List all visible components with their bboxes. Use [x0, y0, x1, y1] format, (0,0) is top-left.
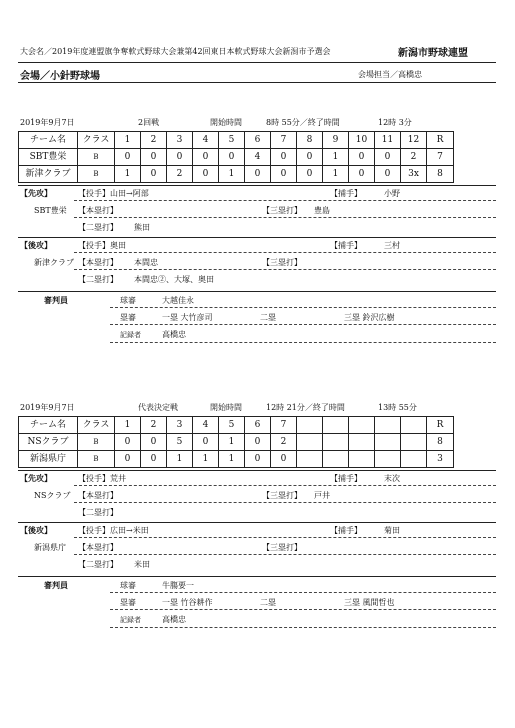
rule-line — [18, 237, 496, 238]
side-label: 【先攻】 — [20, 473, 52, 483]
column-header — [349, 417, 375, 434]
column-header — [401, 417, 427, 434]
score-cell: 1 — [323, 149, 349, 166]
second-base-umpire: 二塁 — [260, 598, 276, 607]
pitcher: 【投手】荒井 — [78, 474, 126, 483]
score-cell: 3x — [401, 166, 427, 183]
rule-line — [18, 522, 496, 523]
score-cell: 0 — [271, 451, 297, 468]
column-header: 10 — [349, 132, 375, 149]
team-name: NSクラブ — [34, 491, 71, 500]
dashed-rule — [110, 307, 496, 308]
score-cell: 0 — [245, 434, 271, 451]
score-cell — [375, 434, 401, 451]
column-header: 12 — [401, 132, 427, 149]
start-label: 開始時間 — [210, 118, 242, 127]
team-name: 新津クラブ — [34, 258, 74, 267]
score-cell: 1 — [115, 166, 141, 183]
base-umpire-label: 塁審 — [120, 313, 136, 322]
score-cell: 0 — [115, 451, 141, 468]
side-label: 【後攻】 — [20, 240, 52, 250]
catcher-label: 【捕手】 — [330, 189, 362, 198]
column-header: 1 — [115, 417, 141, 434]
first-base-umpire: 一塁 竹谷耕作 — [162, 598, 213, 607]
dashed-rule — [110, 324, 496, 325]
score-cell: 0 — [115, 149, 141, 166]
double: 熊田 — [134, 223, 150, 232]
dashed-rule — [74, 200, 496, 201]
team-score-row — [19, 166, 454, 183]
pitcher: 【投手】広田→米田 — [78, 526, 149, 535]
side-label: 【後攻】 — [20, 525, 52, 535]
dashed-rule — [74, 252, 496, 253]
score-cell — [297, 451, 323, 468]
home-run-label: 【本塁打】 — [78, 491, 118, 500]
score-cell: 0 — [245, 451, 271, 468]
triple-label: 【三塁打】 — [262, 491, 302, 500]
team-name: 新潟県庁 — [34, 543, 66, 552]
second-base-umpire: 二塁 — [260, 313, 276, 322]
team-score-row — [19, 434, 454, 451]
team-score-row — [19, 149, 454, 166]
team-name-cell: NSクラブ — [19, 434, 78, 451]
score-cell: B — [78, 149, 115, 166]
score-cell: 0 — [141, 149, 167, 166]
column-header: 7 — [271, 417, 297, 434]
double-label: 【二塁打】 — [78, 223, 118, 232]
score-cell: 0 — [349, 149, 375, 166]
plate-umpire-label: 球審 — [120, 581, 136, 590]
column-header: チーム名 — [19, 132, 78, 149]
score-cell: 0 — [271, 149, 297, 166]
score-cell: B — [78, 434, 115, 451]
score-cell: 8 — [427, 166, 454, 183]
score-cell: 0 — [349, 166, 375, 183]
end-time: 13時 55分 — [378, 403, 417, 412]
catcher-label: 【捕手】 — [330, 526, 362, 535]
triple-label: 【三塁打】 — [262, 206, 302, 215]
column-header: クラス — [78, 417, 115, 434]
dashed-rule — [74, 217, 496, 218]
score-cell — [349, 451, 375, 468]
dashed-rule — [110, 342, 496, 343]
catcher: 末次 — [384, 474, 400, 483]
plate-umpire: 大越佳永 — [162, 296, 194, 305]
score-cell: 0 — [297, 149, 323, 166]
catcher-label: 【捕手】 — [330, 241, 362, 250]
score-cell — [375, 451, 401, 468]
triple-label: 【三塁打】 — [262, 258, 302, 267]
end-time: 12時 3分 — [378, 118, 412, 127]
triple: 豊島 — [314, 206, 330, 215]
column-header: 5 — [219, 132, 245, 149]
column-header: 11 — [375, 132, 401, 149]
home-run-label: 【本塁打】 — [78, 206, 118, 215]
column-header: 1 — [115, 132, 141, 149]
plate-umpire: 牛膓要一 — [162, 581, 194, 590]
game-round: 代表決定戦 — [138, 403, 178, 412]
catcher: 三村 — [384, 241, 400, 250]
score-cell — [323, 434, 349, 451]
score-cell: 0 — [219, 149, 245, 166]
dashed-rule — [74, 485, 496, 486]
score-cell: 0 — [193, 166, 219, 183]
team-score-row — [19, 451, 454, 468]
score-cell: 1 — [219, 434, 245, 451]
score-cell: 1 — [323, 166, 349, 183]
recorder: 高橋忠 — [162, 615, 186, 624]
scoreboard-header-row — [19, 132, 454, 149]
scoreboard-header-row — [19, 417, 454, 434]
column-header: R — [427, 132, 454, 149]
score-cell: 0 — [141, 451, 167, 468]
score-cell: 0 — [375, 166, 401, 183]
game-round: 2回戦 — [138, 118, 160, 127]
column-header: 2 — [141, 417, 167, 434]
base-umpire-label: 塁審 — [120, 598, 136, 607]
score-cell — [323, 451, 349, 468]
organization-name: 新潟市野球連盟 — [398, 48, 468, 59]
game-date: 2019年9月7日 — [20, 403, 75, 412]
team-name-cell: 新潟県庁 — [19, 451, 78, 468]
column-header: 6 — [245, 417, 271, 434]
rule-line — [18, 576, 496, 577]
score-cell: 0 — [297, 166, 323, 183]
pitcher: 【投手】奥田 — [78, 241, 126, 250]
scoreboard-table — [18, 416, 454, 468]
column-header: 4 — [193, 417, 219, 434]
score-cell: 0 — [245, 166, 271, 183]
recorder-label: 記録者 — [120, 616, 141, 624]
score-cell: 0 — [141, 166, 167, 183]
score-cell — [401, 451, 427, 468]
rule-line — [18, 470, 496, 471]
team-name-cell: SBT豊栄 — [19, 149, 78, 166]
score-cell: 0 — [115, 434, 141, 451]
side-label: 【先攻】 — [20, 188, 52, 198]
score-cell: 3 — [427, 451, 454, 468]
dashed-rule — [110, 627, 496, 628]
double-label: 【二塁打】 — [78, 508, 118, 517]
rule-line — [18, 291, 496, 292]
triple-label: 【三塁打】 — [262, 543, 302, 552]
venue: 会場／小針野球場 — [20, 71, 100, 82]
home-run-label: 【本塁打】 — [78, 543, 118, 552]
score-cell: 4 — [245, 149, 271, 166]
dashed-rule — [110, 609, 496, 610]
column-header: クラス — [78, 132, 115, 149]
rule-line — [18, 185, 496, 186]
dashed-rule — [74, 537, 496, 538]
column-header: 6 — [245, 132, 271, 149]
score-cell: 0 — [375, 149, 401, 166]
score-cell: B — [78, 451, 115, 468]
column-header: チーム名 — [19, 417, 78, 434]
catcher: 小野 — [384, 189, 400, 198]
catcher-label: 【捕手】 — [330, 474, 362, 483]
score-cell: 0 — [141, 434, 167, 451]
score-cell: B — [78, 166, 115, 183]
column-header: 2 — [141, 132, 167, 149]
score-cell — [401, 434, 427, 451]
recorder-label: 記録者 — [120, 331, 141, 339]
score-cell — [297, 434, 323, 451]
column-header — [297, 417, 323, 434]
column-header — [375, 417, 401, 434]
score-cell: 7 — [427, 149, 454, 166]
score-cell: 1 — [193, 451, 219, 468]
pitcher: 【投手】山田→阿部 — [78, 189, 149, 198]
team-name: SBT豊栄 — [34, 206, 67, 215]
column-header: 4 — [193, 132, 219, 149]
score-cell: 0 — [193, 434, 219, 451]
third-base-umpire: 三塁 風間哲也 — [344, 598, 395, 607]
column-header — [323, 417, 349, 434]
score-cell: 0 — [167, 149, 193, 166]
tournament-title: 大会名／2019年度連盟旗争奪軟式野球大会兼第42回東日本軟式野球大会新潟市予選会 — [20, 47, 331, 56]
umpires-label: 審判員 — [44, 295, 68, 305]
dashed-rule — [74, 269, 496, 270]
triple: 戸井 — [314, 491, 330, 500]
double-label: 【二塁打】 — [78, 275, 118, 284]
venue-manager: 会場担当／高橋忠 — [358, 70, 422, 79]
score-cell: 0 — [193, 149, 219, 166]
dashed-rule — [74, 554, 496, 555]
score-cell: 8 — [427, 434, 454, 451]
plate-umpire-label: 球審 — [120, 296, 136, 305]
column-header: R — [427, 417, 454, 434]
game-date: 2019年9月7日 — [20, 118, 75, 127]
column-header: 8 — [297, 132, 323, 149]
start-end-time: 8時 55分／終了時間 — [266, 118, 340, 127]
column-header: 3 — [167, 132, 193, 149]
score-cell: 1 — [167, 451, 193, 468]
double-label: 【二塁打】 — [78, 560, 118, 569]
column-header: 7 — [271, 132, 297, 149]
column-header: 3 — [167, 417, 193, 434]
score-cell: 2 — [167, 166, 193, 183]
dashed-rule — [110, 592, 496, 593]
home-run-label: 【本塁打】 — [78, 258, 118, 267]
catcher: 菊田 — [384, 526, 400, 535]
team-name-cell: 新津クラブ — [19, 166, 78, 183]
start-end-time: 12時 21分／終了時間 — [266, 403, 345, 412]
score-cell: 2 — [271, 434, 297, 451]
score-cell — [349, 434, 375, 451]
recorder: 高橋忠 — [162, 330, 186, 339]
score-cell: 5 — [167, 434, 193, 451]
score-cell: 1 — [219, 451, 245, 468]
dashed-rule — [74, 502, 496, 503]
umpires-label: 審判員 — [44, 580, 68, 590]
score-cell: 1 — [219, 166, 245, 183]
score-cell: 2 — [401, 149, 427, 166]
first-base-umpire: 一塁 大竹彦司 — [162, 313, 213, 322]
column-header: 5 — [219, 417, 245, 434]
home-run: 本間忠 — [134, 258, 158, 267]
double: 米田 — [134, 560, 150, 569]
third-base-umpire: 三塁 鈴沢広樹 — [344, 313, 395, 322]
scoreboard-table — [18, 131, 454, 183]
double: 本間忠②、大塚、奥田 — [134, 275, 214, 284]
score-cell: 0 — [271, 166, 297, 183]
start-label: 開始時間 — [210, 403, 242, 412]
column-header: 9 — [323, 132, 349, 149]
